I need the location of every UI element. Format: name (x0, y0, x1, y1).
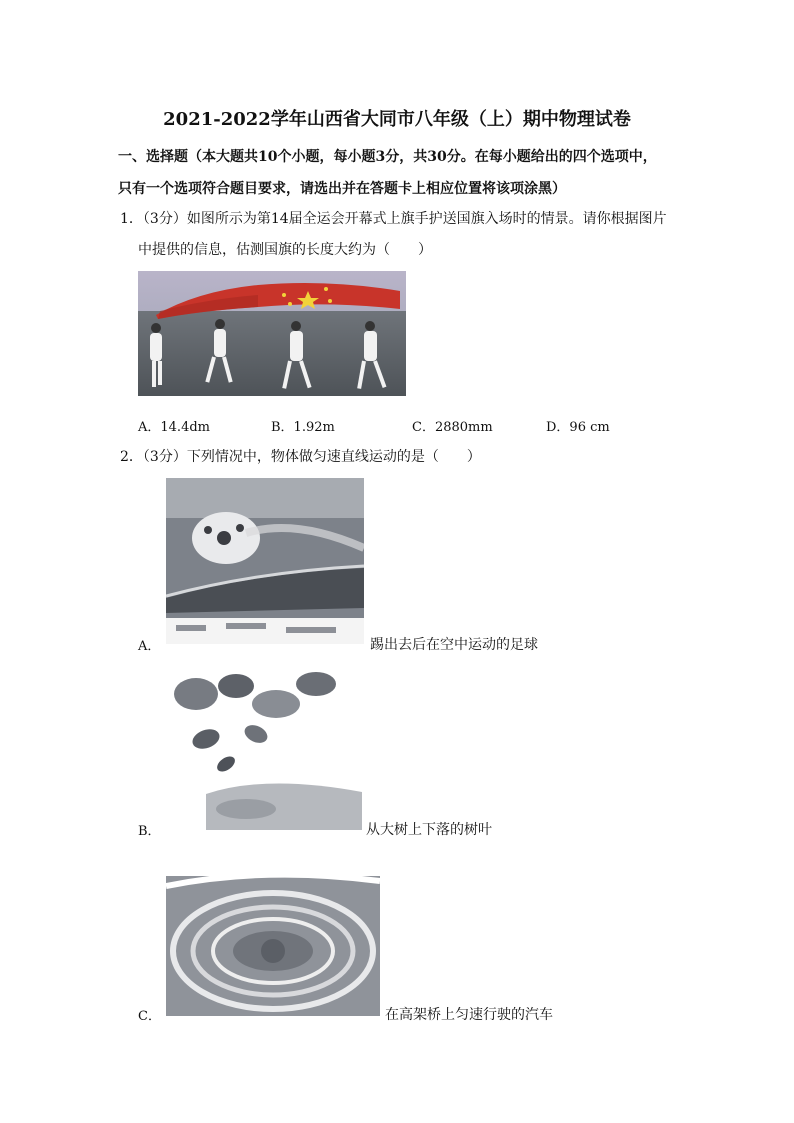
q2-option-a-text: 踢出去后在空中运动的足球 (370, 637, 538, 653)
football-photo (166, 478, 364, 644)
flag-photo (138, 271, 406, 396)
q1-option-c: C．2880mm (412, 420, 493, 435)
q1-option-a: A．14.4dm (138, 420, 210, 435)
section-heading-line1: 一、选择题（本大题共10个小题，每小题3分，共30分。在每小题给出的四个选项中， (118, 149, 657, 165)
q2-option-c-letter: C． (138, 1009, 161, 1024)
q2-option-c-text: 在高架桥上匀速行驶的汽车 (385, 1007, 553, 1023)
q2-option-b-text: 从大树上下落的树叶 (366, 822, 492, 838)
leaves-photo (166, 664, 362, 830)
question-1-stem-line1: 1．（3分）如图所示为第14届全运会开幕式上旗手护送国旗入场时的情景。请你根据图片 (120, 211, 667, 227)
question-1-stem-line2: 中提供的信息，估测国旗的长度大约为（ ） (138, 242, 432, 258)
q1-option-d: D．96 cm (546, 420, 610, 435)
q2-option-b-letter: B． (138, 824, 161, 839)
section-heading-line2: 只有一个选项符合题目要求，请选出并在答题卡上相应位置将该项涂黑） (118, 181, 566, 197)
question-2-stem: 2．（3分）下列情况中，物体做匀速直线运动的是（ ） (120, 449, 481, 465)
page-title: 2021-2022学年山西省大同市八年级（上）期中物理试卷 (163, 109, 631, 130)
q2-option-a-letter: A． (138, 639, 161, 654)
overpass-photo (166, 866, 380, 1016)
q1-option-b: B．1.92m (271, 420, 335, 435)
